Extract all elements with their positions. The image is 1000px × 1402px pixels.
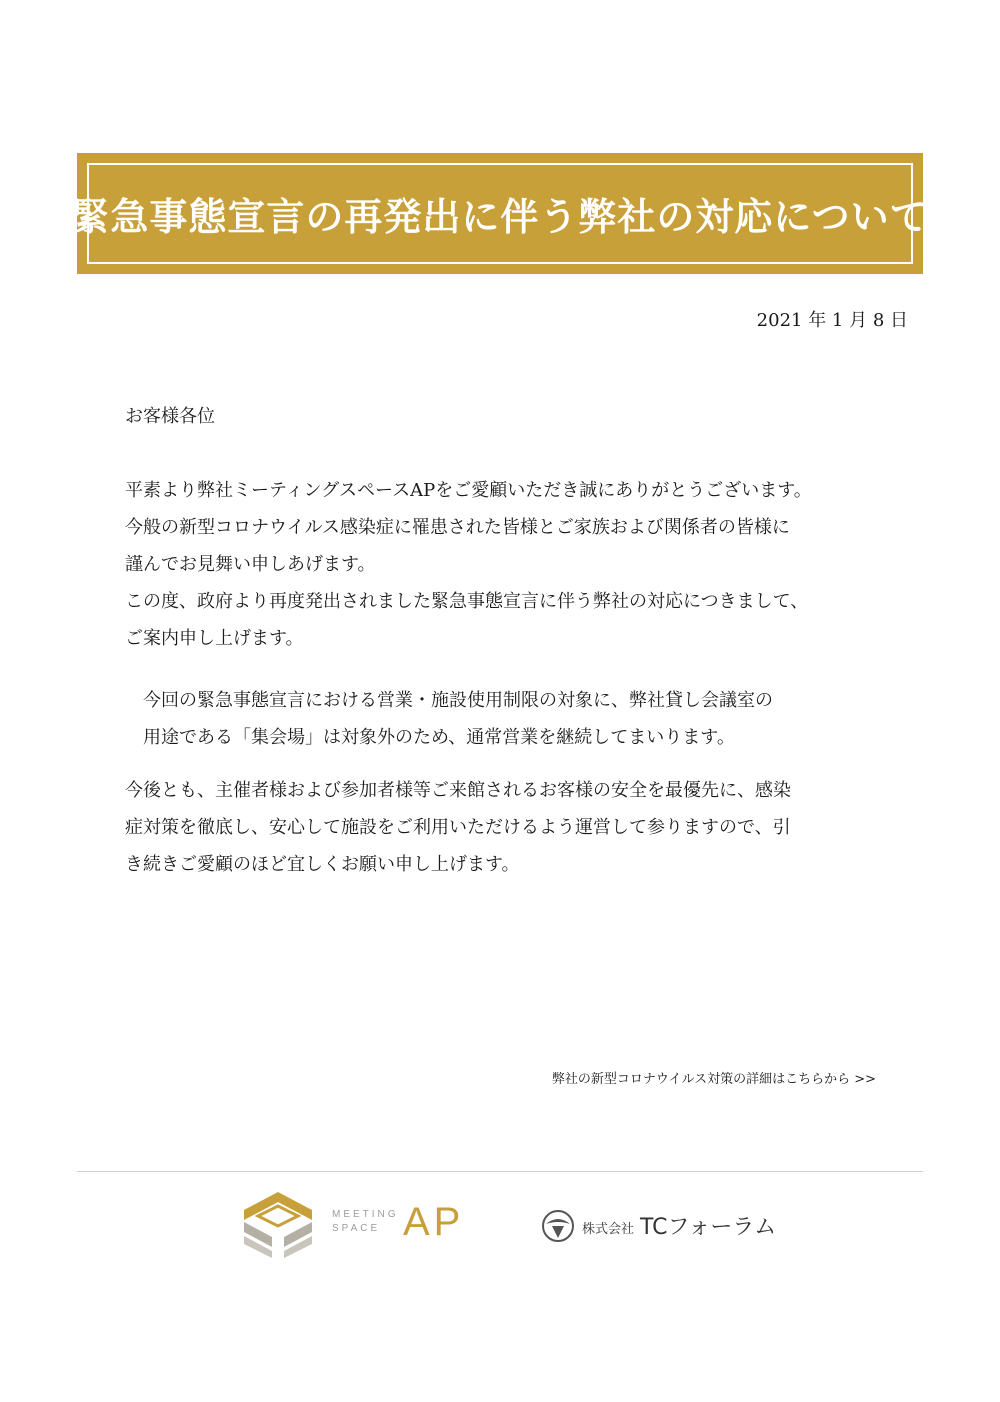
- notice-paragraph: [143, 682, 883, 756]
- paragraph-line: 用途である「集会場」は対象外のため、通常営業を継続してまいります。: [143, 727, 735, 748]
- paragraph-line: 今般の新型コロナウイルス感染症に罹患された皆様とご家族および関係者の皆様に: [125, 517, 790, 538]
- paragraph-line: 症対策を徹底し、安心して施設をご利用いただけるよう運営して参りますので、引: [125, 817, 791, 838]
- page-title: 緊急事態宣言の再発出に伴う弊社の対応について: [71, 194, 929, 239]
- tc-emblem-icon: [540, 1208, 576, 1244]
- intro-paragraph: [125, 472, 895, 657]
- ap-logo-line1: MEETING: [332, 1209, 399, 1220]
- title-banner: [71, 153, 929, 274]
- paragraph-line: 平素より弊社ミーティングスペースAPをご愛顧いただき誠にありがとうございます。: [125, 480, 812, 501]
- paragraph-line: き続きご愛顧のほど宜しくお願い申し上げます。: [125, 854, 520, 875]
- paragraph-line: 謹んでお見舞い申しあげます。: [125, 554, 376, 575]
- salutation: お客様各位: [125, 406, 215, 427]
- meeting-space-ap-logo: [238, 1190, 478, 1260]
- footer-divider: [77, 1171, 923, 1172]
- closing-paragraph: [125, 772, 895, 883]
- ap-logo-subtext: [332, 1208, 399, 1236]
- ap-logo-line2: SPACE: [332, 1223, 381, 1234]
- paragraph-line: ご案内申し上げます。: [125, 628, 304, 649]
- paragraph-line: この度、政府より再度発出されました緊急事態宣言に伴う弊社の対応につきまして、: [125, 591, 809, 612]
- paragraph-line: 今後とも、主催者様および参加者様等ご来館されるお客様の安全を最優先に、感染: [125, 780, 791, 801]
- ap-cube-icon: [238, 1190, 318, 1260]
- tc-logo-name: TCフォーラム: [640, 1215, 777, 1240]
- covid-measures-link[interactable]: 弊社の新型コロナウイルス対策の詳細はこちらから >>: [551, 1072, 876, 1087]
- ap-logo-mark: AP: [403, 1200, 465, 1244]
- issue-date: 2021 年 1 月 8 日: [756, 310, 908, 331]
- paragraph-line: 今回の緊急事態宣言における営業・施設使用制限の対象に、弊社貸し会議室の: [143, 690, 773, 711]
- tc-logo-label: 株式会社: [582, 1222, 635, 1237]
- title-frame: [71, 163, 929, 264]
- tc-forum-logo: [540, 1208, 780, 1248]
